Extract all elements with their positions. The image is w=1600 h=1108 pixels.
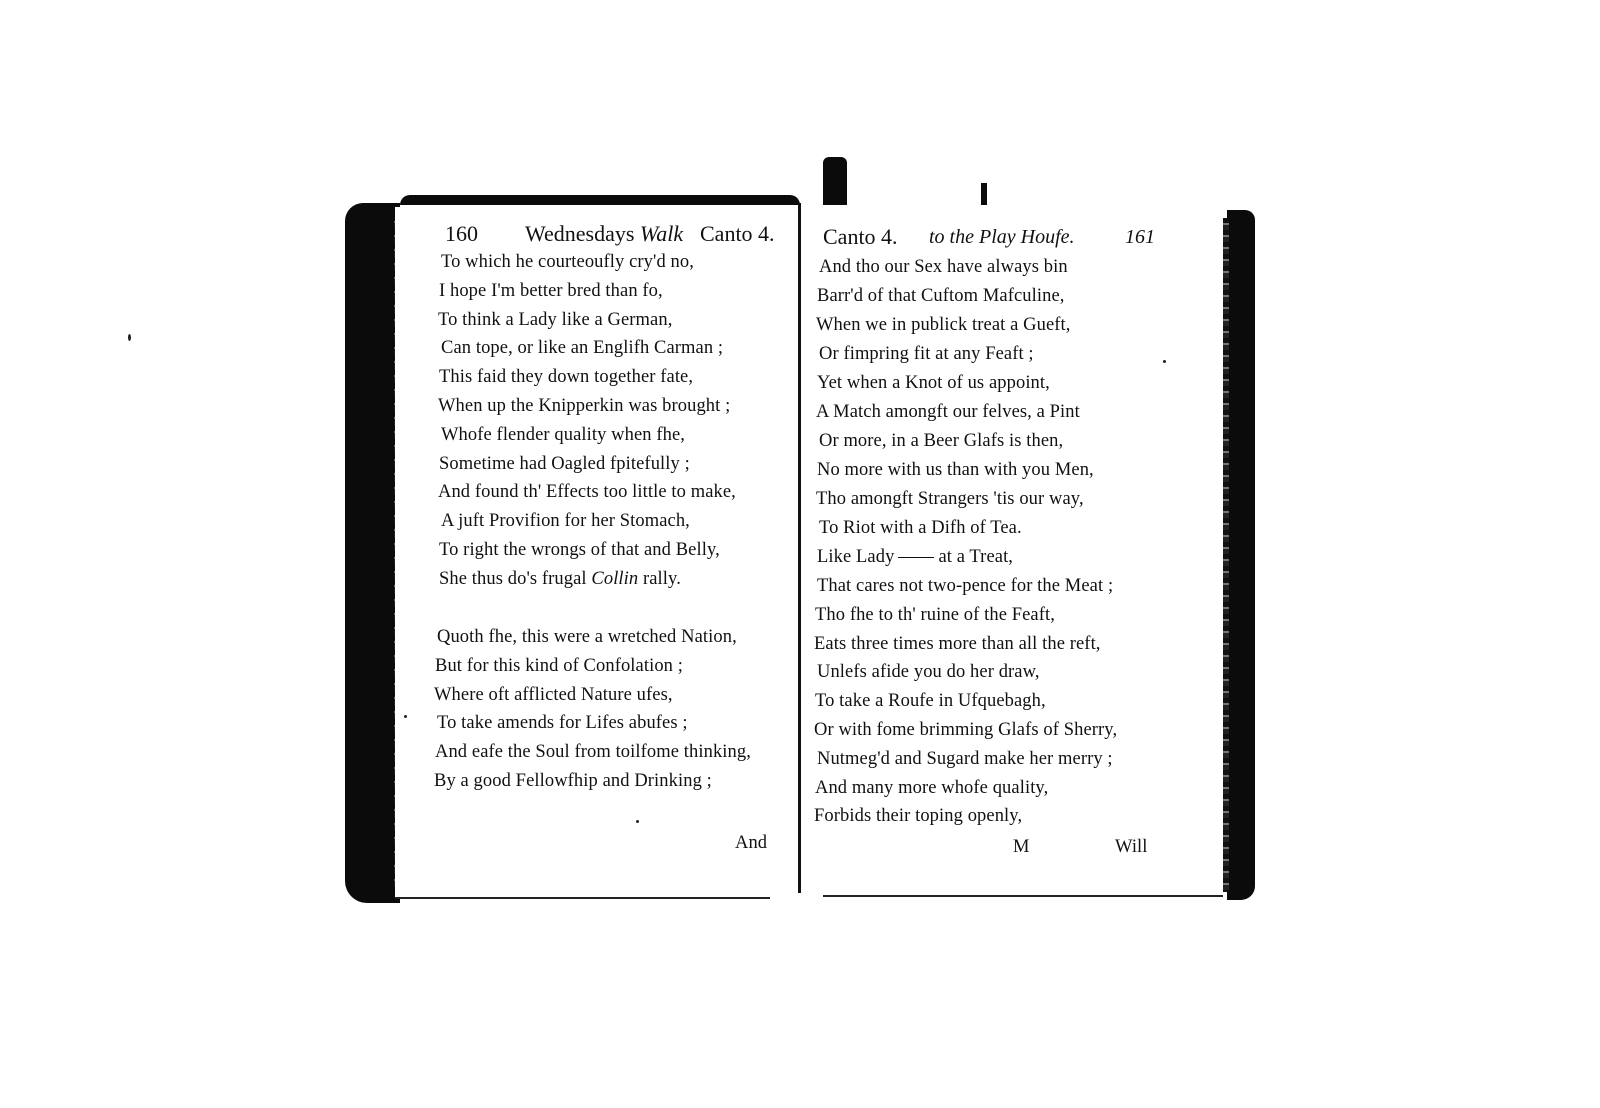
left-running-title (525, 221, 683, 247)
left-page-number: 160 (445, 221, 478, 246)
verse-line: Can tope, or like an Englifh Carman ; (441, 338, 724, 359)
left-line-12-end: rally. (638, 569, 681, 589)
right-page (814, 205, 1223, 897)
verse-line: To take amends for Lifes abufes ; (437, 713, 688, 734)
verse-line: And found th' Effects too little to make, (438, 482, 736, 503)
verse-line: To right the wrongs of that and Belly, (439, 540, 720, 560)
open-book (345, 195, 1255, 915)
right-line-11 (817, 547, 1013, 568)
verse-line: I hope I'm better bred than fo, (439, 280, 663, 301)
right-catchword: Will (1115, 837, 1148, 857)
right-line-11-text: Like Lady (817, 547, 895, 567)
verse-line: To which he courteoufly cry'd no, (441, 252, 694, 272)
right-line-11-end: at a Treat, (938, 547, 1014, 567)
left-line-12-text: She thus do's frugal (439, 569, 592, 589)
verse-line: No more with us than with you Men, (817, 460, 1094, 480)
right-cover-edge (1227, 210, 1255, 900)
verse-line: Or fimpring fit at any Feaft ; (819, 344, 1034, 364)
verse-line: Tho amongft Strangers 'tis our way, (816, 489, 1084, 509)
left-running-title-roman: Wednesdays (525, 221, 635, 246)
scan-speck (1163, 360, 1166, 363)
left-line-12 (439, 569, 681, 590)
right-canto: Canto 4. (823, 224, 898, 249)
verse-line: This faid they down together fate, (439, 367, 694, 388)
name-omitted-rule (898, 557, 934, 558)
right-running-title: to the Play Houfe. (929, 226, 1075, 248)
verse-line: Whofe flender quality when fhe, (441, 424, 686, 445)
verse-line: To Riot with a Difh of Tea. (819, 518, 1022, 538)
verse-line: And many more whofe quality, (815, 777, 1049, 798)
verse-line: Barr'd of that Cuftom Mafculine, (817, 286, 1065, 306)
bookmark-ribbon (823, 157, 847, 207)
left-canto: Canto 4. (700, 221, 775, 246)
verse-line: To think a Lady like a German, (438, 309, 673, 330)
right-page-number: 161 (1125, 226, 1155, 248)
verse-line: When we in publick treat a Gueft, (816, 315, 1071, 335)
left-cover-edge (345, 203, 400, 903)
verse-line: Or with fome brimming Glafs of Sherry, (814, 720, 1118, 740)
bookmark-tab (981, 183, 987, 205)
cover-top-edge (400, 195, 800, 205)
left-catchword: And (735, 833, 768, 853)
right-signature-mark: M (1013, 837, 1030, 857)
verse-line: A Match amongft our felves, a Pint (816, 402, 1080, 422)
verse-line: Or more, in a Beer Glafs is then, (819, 431, 1064, 451)
left-line-12-italic: Collin (591, 569, 639, 589)
scan-speck (404, 715, 407, 718)
verse-line: Eats three times more than all the reft, (814, 633, 1101, 654)
verse-line: Where oft afflicted Nature ufes, (434, 684, 673, 705)
verse-line: Tho fhe to th' ruine of the Feaft, (815, 604, 1055, 625)
verse-line: Forbids their toping openly, (814, 806, 1023, 827)
book-gutter (798, 203, 801, 893)
verse-line: Quoth fhe, this were a wretched Nation, (437, 627, 737, 647)
verse-line: By a good Fellowfhip and Drinking ; (434, 771, 712, 791)
verse-line: And tho our Sex have always bin (819, 257, 1068, 277)
verse-line: A juft Provifion for her Stomach, (441, 511, 690, 532)
left-running-title-italic: Walk (639, 221, 684, 246)
left-page (395, 207, 775, 899)
scan-speck (128, 334, 131, 341)
verse-line: To take a Roufe in Ufquebagh, (815, 691, 1046, 712)
verse-line: When up the Knipperkin was brought ; (438, 396, 731, 416)
verse-line: Sometime had Oagled fpitefully ; (439, 453, 690, 474)
verse-line: Yet when a Knot of us appoint, (817, 373, 1050, 393)
scan-speck (636, 820, 639, 823)
verse-line: That cares not two-pence for the Meat ; (817, 576, 1114, 596)
verse-line: But for this kind of Confolation ; (435, 655, 684, 676)
verse-line: And eafe the Soul from toilfome thinking, (435, 742, 751, 763)
verse-line: Nutmeg'd and Sugard make her merry ; (817, 748, 1113, 769)
verse-line: Unlefs afide you do her draw, (817, 662, 1040, 683)
